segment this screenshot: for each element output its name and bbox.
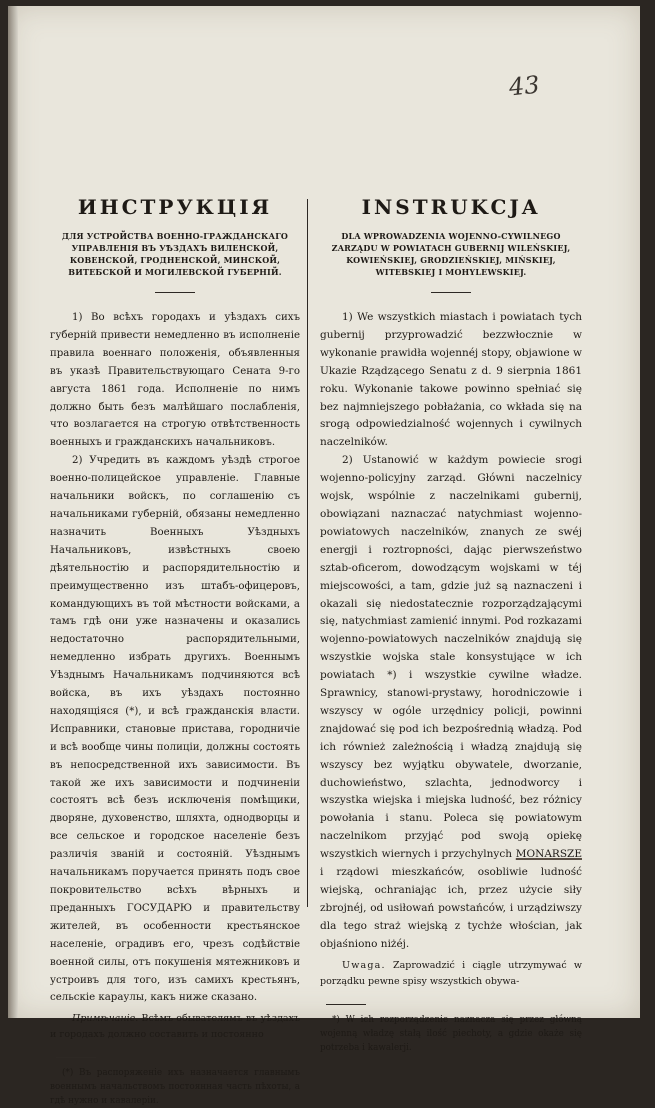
russian-title: ИНСТРУКЦІЯ xyxy=(77,195,273,219)
russian-subtitle: ДЛЯ УСТРОЙСТВА ВОЕННО-ГРАЖДАНСКАГО УПРАВЛЕНІЯ ВЪ УѢЗДАХЪ ВИЛЕНСКОЙ, КОВЕНСКОЙ, ГРОДНЕНСКОЙ, МИНСКОЙ, ВИТЕБСКОЙ И МОГИЛЕВСКОЙ ГУБЕРНІЙ. xyxy=(61,231,289,277)
russian-note-text: Всѣмъ обывателямъ въ уѣздахъ и городахъ должно составить и постоянно xyxy=(50,1013,300,1041)
russian-paragraph-2: 2) Учредить въ каждомъ уѣздѣ строгое военно-полицейское управленіе. Главные начальники войскъ, по соглашенію съ начальниками губерній, обязаны немедленно назначить Военныхъ Уѣздныхъ Начальниковъ, извѣстныхъ своею дѣятельностію и распорядительностію и преимущественно изъ штабъ-офицеровъ, командующихъ въ той мѣстности войсками, а тамъ гдѣ они уже назначены и оказались недостаточно распорядительными, немедленно избрать другихъ. Военнымъ Уѣзднымъ Начальникамъ подчиняются всѣ войска, въ ихъ уѣздахъ постоянно находящіяся (*), и всѣ гражданскія власти. Исправники, становые пристава, городничіе и всѣ вообще чины полиціи, должны состоять въ непосредственной ихъ зависимости. Въ такой же ихъ зависимости и подчиненіи состоятъ всѣ безъ исключенія помѣщики, дворяне, духовенство, шляхта, однодворцы и все сельское и городское населеніе безъ различія званій и состояній. Уѣзднымъ начальникамъ поручается принять подъ свое покровительство всѣхъ вѣрныхъ и преданныхъ ГОСУДАРЮ и правительству жителей, въ особенности крестьянское населеніе, оградивъ его, чрезъ содѣйствіе военной силы, отъ покушенія мятежниковъ и устроивъ для того, изъ самихъ крестьянъ, сельскіе караулы, какъ ниже сказано. xyxy=(50,455,300,1004)
polish-paragraph-1: 1) We wszystkich miastach i powiatach tych gubernij przyprowadzić bezzwłocznie w wykonanie prawidła wojennéj stopy, objawione w Ukazie Rządzącego Senatu z d. 9 sierpnia 1861 roku. Wykonanie takowe powinno spełniać się bez najmniejszego pobłażania, co wkłada się na srogą odpowiedzialność wojennych i cywilnych naczelników. xyxy=(320,311,582,449)
polish-paragraph-2-end: i rządowi mieszkańców, osobliwie ludność wiejską, ochraniając ich, przez użycie siły zbrojnéj, od usiłowań powstańców, i urządziwszy dla tego straż wiejską z tychże włościan, jak objaśniono niżéj. xyxy=(320,866,582,950)
polish-note-text: Zaprowadzić i ciągle utrzymywać w porządku pewne spisy wszystkich obywa- xyxy=(320,959,582,987)
title-rule xyxy=(155,292,195,293)
polish-subtitle: DLA WPROWADZENIA WOJENNO-CYWILNEGO ZARZĄDU W POWIATACH GUBERNIJ WILEŃSKIEJ, KOWIEŃSKIEJ, GRODZIEŃSKIEJ, MIŃSKIEJ, WITEBSKIEJ I MOHYLEWSKIEJ. xyxy=(331,231,571,277)
russian-note xyxy=(50,1011,300,1043)
polish-title: INSTRUKCJA xyxy=(361,195,541,219)
russian-paragraph-1: 1) Во всѣхъ городахъ и уѣздахъ сихъ губерній привести немедленно въ исполненіе правила военнаго положенія, объявленныя въ указѣ Правительствующаго Сената 9-го августа 1861 года. Исполненіе по нимъ должно быть безъ малѣйшаго послабленія, что возлагается на строгую отвѣтственность военныхъ и гражданскихъ начальниковъ. xyxy=(50,312,300,449)
polish-note-label: Uwaga. xyxy=(342,959,386,971)
footnote-rule xyxy=(56,1057,96,1058)
russian-footnote: (*) Въ распоряженіе ихъ назначается главнымъ военнымъ начальствомъ постоянная часть пѣхоты, а гдѣ нужно и кавалеріи. xyxy=(50,1068,300,1107)
page-edge xyxy=(8,6,18,1018)
monarsze-underlined: MONARSZE xyxy=(515,848,582,861)
polish-footnote: *) W ich rozporządzenie naznacza się przez główną wojenną władzę stałą ilość piechoty, a gdzie okaże się potrzeba i kawalerji. xyxy=(320,1014,582,1053)
title-rule xyxy=(431,292,471,293)
russian-column xyxy=(50,196,300,1108)
column-divider xyxy=(307,199,308,907)
russian-note-label: Примѣчаніе. xyxy=(72,1013,139,1025)
footnote-rule xyxy=(326,1004,366,1005)
polish-paragraph-2 xyxy=(320,452,582,953)
page-number: 43 xyxy=(508,70,542,102)
polish-column xyxy=(320,196,582,1055)
polish-note xyxy=(320,958,582,990)
document-page xyxy=(8,6,640,1107)
polish-paragraph-2-start: 2) Ustanowić w każdym powiecie srogi wojenno-policyjny zarząd. Główni naczelnicy wojsk, wspólnie z naczelnikami gubernij, obowiązani naznaczać natychmiast wojenno-powiatowych naczelników, znanych ze swéj energji i roztropności, dając pierwszeństwo sztab-oficerom, dowodzącym wojskami w téj miejscowości, a tam, gdzie już są naznaczeni i okazali się niedostatecznie rozporządzającymi się, natychmiast zamienić innymi. Pod rozkazami wojenno-powiatowych naczelników znajdują się wszystkie wojska stale konsystujące w ich powiatach *) i wszystkie cywilne władze. Sprawnicy, stanowi-prystawy, horodniczowie i wszyscy w ogóle urzędnicy policji, powinni znajdować się pod ich bezpośrednią władzą. Pod ich również zależnością i władzą znajdują się wszyscy bez wyjątku obywatele, dworzanie, duchowieństwo, szlachta, jednodworcy i wszystka wiejska i miejska ludność, bez różnicy powołania i stanu. Poleca się powiatowym naczelnikom przyjąć pod swoją opiekę wszystkich wiernych i przychylnych xyxy=(320,454,582,861)
